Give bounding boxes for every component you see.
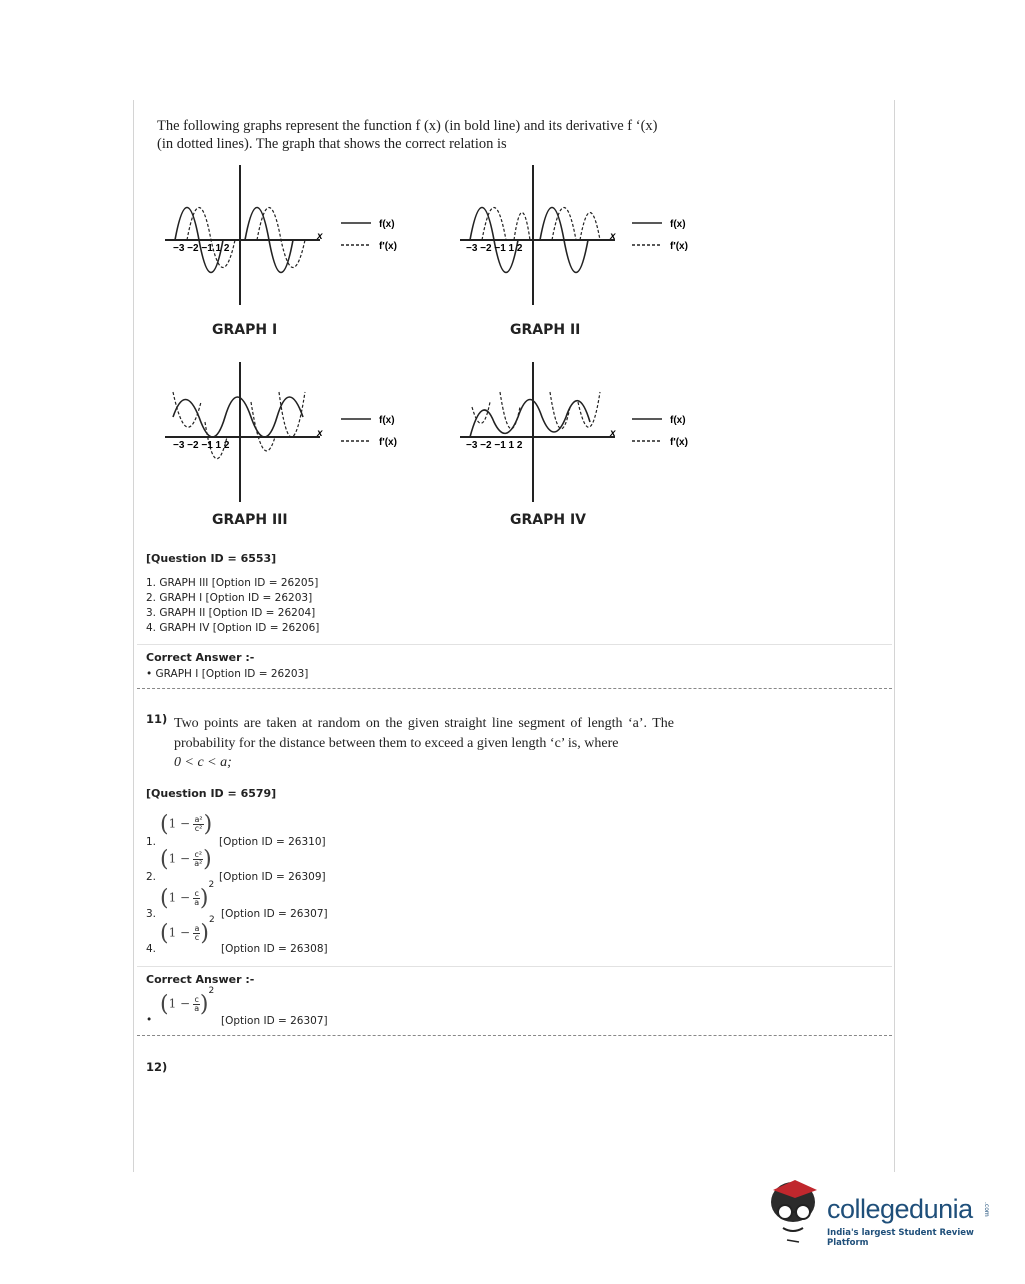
q11-option-1-num: 1. xyxy=(146,836,157,848)
graph-2-legend-solid: f(x) xyxy=(670,219,686,230)
q11-option-4-frac-den: c xyxy=(194,933,200,942)
intro-line-1: The following graphs represent the function f (x) (in bold line) and its derivative f ‘(x) xyxy=(157,118,658,134)
intro-line-2: (in dotted lines). The graph that shows the correct relation is xyxy=(157,136,507,152)
q11-option-2-id: [Option ID = 26309] xyxy=(219,871,326,883)
q11-option-4-frac-num: a xyxy=(194,924,200,933)
collegedunia-logo[interactable] xyxy=(765,1176,995,1246)
q11-option-2-num: 2. xyxy=(146,871,157,883)
q10-option-4[interactable]: 4. GRAPH IV [Option ID = 26206] xyxy=(146,622,320,634)
question-separator xyxy=(137,1035,892,1036)
graph-4 xyxy=(460,362,720,512)
q11-option-1-expr: (1 − $\frac{\text{a²}}{\text{c²}}$ ) xyxy=(160,812,213,837)
q11-option-4-power: 2 xyxy=(208,915,215,925)
q11-correct-bullet: • xyxy=(146,1014,153,1026)
q11-option-3[interactable] xyxy=(146,880,446,920)
q11-number: 11) xyxy=(146,712,168,726)
mascot-icon xyxy=(765,1176,825,1246)
q11-option-1-id: [Option ID = 26310] xyxy=(219,836,326,848)
brand-tagline: India's largest Student Review Platform xyxy=(827,1228,974,1248)
graph-4-ticks: −3 −2 −1 1 2 xyxy=(466,440,523,451)
q11-option-4-expr: (1 − $\frac{a}{c}$ )2 xyxy=(160,915,215,946)
q11-text xyxy=(174,714,674,773)
q11-option-3-num: 3. xyxy=(146,908,157,920)
q11-option-1-frac xyxy=(193,816,203,833)
graph-2-legend-dotted: f'(x) xyxy=(670,241,688,252)
q11-option-4-base: 1 − xyxy=(168,925,191,940)
brand-domain: .com xyxy=(983,1202,990,1217)
graph-2-ticks: −3 −2 −1 1 2 xyxy=(466,243,523,254)
q10-question-id: [Question ID = 6553] xyxy=(146,552,277,565)
q10-option-2[interactable]: 2. GRAPH I [Option ID = 26203] xyxy=(146,592,313,604)
q10-options xyxy=(146,576,319,636)
q10-correct-label: Correct Answer :- xyxy=(146,651,255,664)
q11-correct-label: Correct Answer :- xyxy=(146,973,255,986)
q11-option-3-id: [Option ID = 26307] xyxy=(221,908,328,920)
graph-3-legend-dotted: f'(x) xyxy=(379,437,397,448)
q11-option-2-frac xyxy=(193,851,203,868)
graph-4-title: GRAPH IV xyxy=(510,512,587,528)
graph-1-axis-label: x xyxy=(317,231,323,242)
q11-option-2-base: 1 − xyxy=(168,851,191,866)
graph-1-title: GRAPH I xyxy=(212,322,278,338)
q11-correct-frac-num: c xyxy=(194,995,199,1004)
divider xyxy=(137,966,892,967)
q11-option-1-base: 1 − xyxy=(168,816,191,831)
divider xyxy=(137,644,892,645)
graph-4-axis-label: x xyxy=(610,428,616,439)
q11-correct-value xyxy=(146,986,446,1027)
graph-4-legend-solid: f(x) xyxy=(670,415,686,426)
q11-option-3-frac-den: a xyxy=(194,898,200,907)
q11-question-text: Two points are taken at random on the given straight line segment of length ‘a’. The probability for the distance between them to exceed a given length ‘c’ is, where xyxy=(174,716,674,751)
q10-option-1[interactable]: 1. GRAPH III [Option ID = 26205] xyxy=(146,577,319,589)
q10-correct-value: • GRAPH I [Option ID = 26203] xyxy=(146,668,309,680)
q11-option-1-frac-num: a² xyxy=(194,815,203,824)
q11-correct-base: 1 − xyxy=(168,996,191,1011)
q11-option-4[interactable] xyxy=(146,915,446,955)
graph-1 xyxy=(165,165,425,315)
q11-correct-frac-den: a xyxy=(194,1004,200,1013)
graph-1-legend-dotted: f'(x) xyxy=(379,241,397,252)
q11-option-4-id: [Option ID = 26308] xyxy=(221,943,328,955)
graph-2 xyxy=(460,165,720,315)
q11-question-id: [Question ID = 6579] xyxy=(146,787,277,800)
graph-3 xyxy=(165,362,425,512)
q11-option-1[interactable] xyxy=(146,812,446,848)
q11-correct-power: 2 xyxy=(208,986,215,996)
q11-correct-id: [Option ID = 26307] xyxy=(221,1015,328,1027)
brand-name: collegedunia xyxy=(827,1194,973,1224)
q11-option-4-num: 4. xyxy=(146,943,157,955)
graph-3-ticks: −3 −2 −1 1 2 xyxy=(173,440,230,451)
q11-option-3-base: 1 − xyxy=(168,890,191,905)
question-separator xyxy=(137,688,892,689)
q11-option-3-expr: (1 − $\frac{c}{a}$ )2 xyxy=(160,880,215,911)
graph-1-legend-solid: f(x) xyxy=(379,219,395,230)
q11-option-2[interactable] xyxy=(146,847,446,883)
q11-option-3-frac-num: c xyxy=(194,889,199,898)
q12-number: 12) xyxy=(146,1060,168,1074)
q11-option-2-frac-num: c² xyxy=(194,850,203,859)
q10-option-3[interactable]: 3. GRAPH II [Option ID = 26204] xyxy=(146,607,316,619)
q11-condition: 0 < c < a; xyxy=(174,755,232,770)
q11-option-2-expr: (1 − $\frac{\text{c²}}{\text{a²}}$ ) xyxy=(160,847,212,872)
graph-3-title: GRAPH III xyxy=(212,512,288,528)
graph-2-axis-label: x xyxy=(610,231,616,242)
question-intro xyxy=(157,117,757,153)
q11-option-2-frac-den: a² xyxy=(194,859,203,868)
q11-correct-expr: (1 − $\frac{c}{a}$ )2 xyxy=(160,986,215,1017)
q11-option-1-frac-den: c² xyxy=(194,824,203,833)
q11-option-3-power: 2 xyxy=(208,880,215,890)
graph-3-axis-label: x xyxy=(317,428,323,439)
graph-3-legend-solid: f(x) xyxy=(379,415,395,426)
graph-1-ticks: −3 −2 −1 1 2 xyxy=(173,243,230,254)
graph-2-title: GRAPH II xyxy=(510,322,581,338)
graph-4-legend-dotted: f'(x) xyxy=(670,437,688,448)
